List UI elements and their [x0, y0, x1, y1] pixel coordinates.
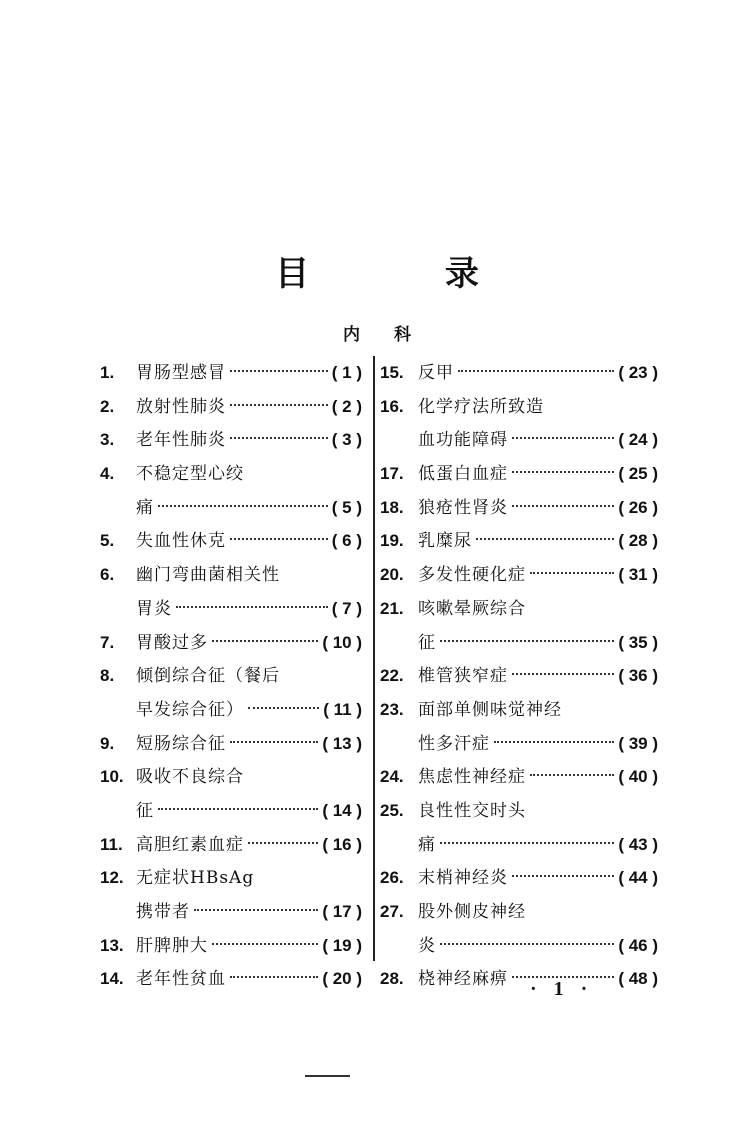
toc-line [380, 659, 658, 693]
entry-title: 征 [418, 632, 436, 653]
toc-entry[interactable] [100, 524, 362, 558]
toc-line [100, 356, 362, 390]
toc-line [100, 895, 362, 929]
entry-number: 21. [380, 598, 404, 618]
toc-line [100, 491, 362, 525]
toc-line [380, 423, 658, 457]
entry-page: ( 24 ) [618, 430, 658, 450]
dot-leader [248, 842, 318, 844]
toc-entry[interactable] [100, 659, 362, 726]
toc-line [100, 760, 362, 794]
toc-entry[interactable] [380, 659, 658, 693]
entry-title: 胃炎 [136, 598, 172, 619]
dot-leader [512, 471, 614, 473]
entry-page: ( 23 ) [618, 363, 658, 382]
entry-page: ( 25 ) [618, 464, 658, 484]
toc-entry[interactable] [380, 693, 658, 760]
entry-number: 7. [100, 632, 115, 652]
entry-number: 22. [380, 666, 404, 686]
toc-entry[interactable] [100, 727, 362, 761]
entry-title: 性多汗症 [418, 733, 490, 754]
entry-title: 桡神经麻痹 [418, 969, 508, 990]
entry-title: 乳糜尿 [418, 531, 472, 552]
toc-entry[interactable] [380, 558, 658, 592]
entry-title: 幽门弯曲菌相关性 [136, 565, 280, 586]
entry-number: 23. [380, 699, 404, 719]
entry-title: 短肠综合征 [136, 733, 226, 754]
entry-title: 痛 [136, 497, 154, 518]
entry-number: 5. [100, 531, 115, 551]
dot-leader [512, 673, 614, 675]
toc-entry[interactable] [380, 390, 658, 457]
dot-leader [530, 572, 614, 574]
entry-number: 12. [100, 868, 124, 888]
entry-title: 胃酸过多 [136, 632, 208, 653]
dot-leader [212, 943, 318, 945]
dot-leader [194, 909, 318, 911]
dot-leader [494, 741, 614, 743]
toc-entry[interactable] [100, 828, 362, 862]
toc-line [380, 760, 658, 794]
footer-rule [305, 1075, 350, 1077]
entry-page: ( 19 ) [322, 935, 362, 955]
dot-leader [248, 707, 319, 709]
toc-entry[interactable] [100, 929, 362, 963]
entry-page: ( 46 ) [618, 935, 658, 955]
toc-line [380, 861, 658, 895]
entry-page: ( 36 ) [618, 666, 658, 686]
entry-number: 1. [100, 363, 115, 382]
toc-line [380, 895, 658, 929]
entry-page: ( 40 ) [618, 767, 658, 787]
toc-line [380, 356, 658, 390]
entry-number: 19. [380, 531, 404, 551]
entry-number: 4. [100, 464, 115, 484]
toc-line [380, 962, 658, 996]
entry-title: 面部单侧味觉神经 [418, 699, 562, 720]
toc-entry[interactable] [380, 760, 658, 794]
dot-leader [512, 505, 614, 507]
entry-page: ( 13 ) [322, 733, 362, 753]
dot-leader [458, 370, 614, 372]
entry-title: 肝脾肿大 [136, 935, 208, 956]
toc-line [380, 828, 658, 862]
dot-leader [512, 437, 614, 439]
entry-number: 27. [380, 902, 404, 921]
entry-title: 椎管狭窄症 [418, 666, 508, 687]
entry-title: 失血性休克 [136, 531, 226, 552]
entry-title: 良性性交时头 [418, 800, 526, 821]
toc-line [380, 558, 658, 592]
toc-line [100, 390, 362, 424]
entry-number: 6. [100, 565, 115, 585]
entry-number: 24. [380, 767, 404, 787]
dot-leader [476, 538, 614, 540]
page-title: 目 录 [275, 254, 541, 294]
toc-entry[interactable] [380, 592, 658, 659]
toc-entry[interactable] [100, 558, 362, 625]
entry-number: 2. [100, 396, 115, 416]
entry-title: 吸收不良综合 [136, 767, 244, 788]
toc-entry[interactable] [380, 861, 658, 895]
entry-page: ( 28 ) [618, 531, 658, 551]
entry-title: 多发性硬化症 [418, 565, 526, 586]
toc-entry[interactable] [100, 423, 362, 457]
toc-line [100, 626, 362, 660]
entry-number: 25. [380, 800, 404, 820]
toc-column-right [380, 356, 658, 996]
entry-page: ( 2 ) [331, 396, 362, 416]
toc-line [380, 727, 658, 761]
toc-line [100, 558, 362, 592]
toc-line [100, 794, 362, 828]
entry-title: 无症状HBsAg [136, 868, 255, 889]
toc-entry[interactable] [380, 895, 658, 962]
entry-page: ( 44 ) [618, 868, 658, 888]
dot-leader [230, 370, 328, 372]
toc-entry[interactable] [380, 524, 658, 558]
entry-title: 胃肠型感冒 [136, 363, 226, 383]
entry-page: ( 14 ) [322, 800, 362, 820]
toc-entry[interactable] [380, 794, 658, 861]
entry-page: ( 5 ) [331, 497, 362, 517]
entry-number: 10. [100, 767, 124, 787]
toc-line [100, 929, 362, 963]
dot-leader [158, 808, 318, 810]
toc-line [380, 592, 658, 626]
dot-leader [230, 976, 318, 978]
entry-page: ( 26 ) [618, 497, 658, 517]
entry-number: 20. [380, 565, 404, 585]
entry-page: ( 43 ) [618, 834, 658, 854]
entry-number: 26. [380, 868, 404, 888]
entry-title: 携带者 [136, 902, 190, 922]
toc-entry[interactable] [100, 962, 362, 996]
page-number: · 1 · [530, 978, 594, 1000]
toc-entry[interactable] [100, 760, 362, 827]
entry-title: 倾倒综合征（餐后 [136, 666, 280, 687]
entry-page: ( 6 ) [331, 531, 362, 551]
toc-line [380, 794, 658, 828]
toc-line [380, 491, 658, 525]
toc-line [380, 524, 658, 558]
dot-leader [230, 741, 318, 743]
entry-title: 老年性肺炎 [136, 430, 226, 451]
entry-title: 化学疗法所致造 [418, 396, 544, 417]
toc-line [100, 727, 362, 761]
dot-leader [176, 606, 328, 608]
dot-leader [230, 538, 328, 540]
entry-page: ( 11 ) [323, 699, 362, 719]
dot-leader [230, 404, 328, 406]
entry-page: ( 1 ) [331, 363, 362, 382]
entry-number: 16. [380, 396, 404, 416]
section-heading: 内 科 [343, 325, 425, 345]
entry-title: 征 [136, 800, 154, 821]
entry-page: ( 39 ) [618, 733, 658, 753]
entry-title: 焦虑性神经症 [418, 767, 526, 788]
dot-leader [440, 842, 614, 844]
entry-title: 放射性肺炎 [136, 396, 226, 417]
entry-number: 11. [100, 834, 123, 854]
dot-leader [212, 640, 318, 642]
entry-title: 炎 [418, 935, 436, 956]
entry-page: ( 17 ) [322, 902, 362, 921]
entry-number: 28. [380, 969, 404, 989]
entry-number: 9. [100, 733, 115, 753]
entry-number: 3. [100, 430, 115, 450]
toc-line [380, 929, 658, 963]
toc-entry[interactable] [380, 457, 658, 491]
entry-title: 股外侧皮神经 [418, 902, 526, 922]
toc-line [100, 693, 362, 727]
toc-line [100, 659, 362, 693]
dot-leader [512, 875, 614, 877]
entry-title: 血功能障碍 [418, 430, 508, 451]
column-divider [373, 356, 375, 961]
entry-number: 15. [380, 363, 404, 382]
entry-page: ( 3 ) [331, 430, 362, 450]
dot-leader [230, 437, 328, 439]
entry-title: 不稳定型心绞 [136, 464, 244, 485]
toc-column-left [100, 356, 362, 996]
entry-number: 8. [100, 666, 115, 686]
entry-title: 老年性贫血 [136, 969, 226, 990]
entry-page: ( 31 ) [618, 565, 658, 585]
toc-line [100, 423, 362, 457]
entry-page: ( 10 ) [322, 632, 362, 652]
entry-number: 17. [380, 464, 404, 484]
entry-page: ( 35 ) [618, 632, 658, 652]
toc-entry[interactable] [380, 356, 658, 390]
entry-number: 18. [380, 497, 404, 517]
toc-line [380, 457, 658, 491]
toc-line [100, 861, 362, 895]
toc-entry[interactable] [100, 457, 362, 524]
dot-leader [530, 774, 614, 776]
toc-line [100, 457, 362, 491]
entry-title: 早发综合征） [136, 699, 244, 720]
entry-title: 咳嗽晕厥综合 [418, 598, 526, 619]
toc-line [380, 626, 658, 660]
toc-entry[interactable] [100, 356, 362, 390]
entry-title: 狼疮性肾炎 [418, 497, 508, 518]
toc-line [100, 828, 362, 862]
toc-line [380, 390, 658, 424]
entry-page: ( 16 ) [322, 834, 362, 854]
toc-line [100, 592, 362, 626]
entry-page: ( 48 ) [618, 969, 658, 989]
entry-title: 高胆红素血症 [136, 834, 244, 855]
dot-leader [440, 640, 614, 642]
entry-title: 反甲 [418, 363, 454, 383]
entry-page: ( 7 ) [331, 598, 362, 618]
entry-title: 痛 [418, 834, 436, 855]
toc-entry[interactable] [380, 962, 658, 996]
toc-line [100, 524, 362, 558]
toc-entry[interactable] [100, 861, 362, 928]
toc-line [100, 962, 362, 996]
entry-number: 13. [100, 935, 124, 955]
entry-title: 低蛋白血症 [418, 464, 508, 485]
entry-page: ( 20 ) [322, 969, 362, 989]
toc-entry[interactable] [100, 390, 362, 424]
toc-line [380, 693, 658, 727]
entry-title: 末梢神经炎 [418, 868, 508, 889]
entry-number: 14. [100, 969, 124, 989]
toc-entry[interactable] [380, 491, 658, 525]
dot-leader [440, 943, 614, 945]
toc-entry[interactable] [100, 626, 362, 660]
dot-leader [158, 505, 328, 507]
